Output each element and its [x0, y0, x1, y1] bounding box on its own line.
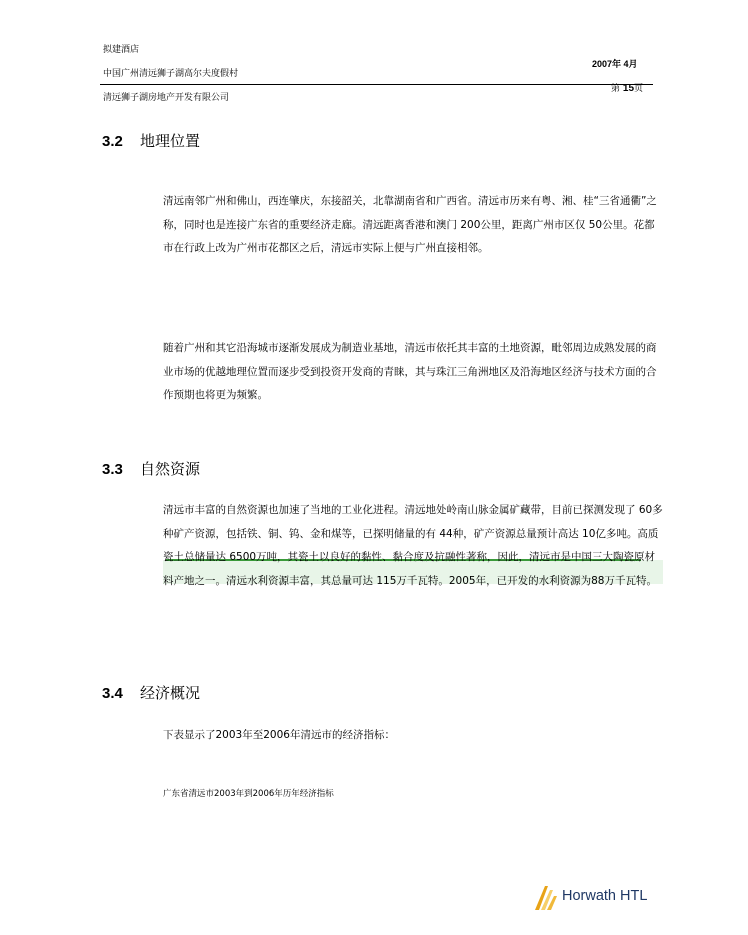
- paragraph-economy-intro: 下表显示了2003年至2006年清远市的经济指标：: [163, 729, 395, 741]
- page-number: 15: [622, 83, 635, 94]
- header-date: 2007年 4月: [592, 59, 638, 69]
- header-page-number: [611, 81, 643, 94]
- paragraph-location-1: 清远南邻广州和佛山，西连肇庆，东接韶关，北靠湖南省和广西省。清远市历来有粤、湘、桂“三省通衢”之称，同时也是连接广东省的重要经济走廊。清远距离香港和澳门 200公里，距离广州市区仅 50公里。花都市在行政上改为广州市花都区之后，清远市实际上便与广州直接相邻。: [163, 195, 657, 254]
- logo-text: Horwath HTL: [562, 888, 648, 904]
- logo-mark-icon: [532, 884, 560, 912]
- section-number: 3.4: [102, 685, 123, 702]
- header-project-name: 中国广州清远狮子湖高尔夫度假村: [103, 69, 239, 79]
- section-number: 3.2: [102, 133, 123, 150]
- page-prefix: 第: [611, 84, 621, 94]
- page-suffix: 页: [634, 84, 644, 94]
- section-heading-3-4: [102, 682, 200, 703]
- section-heading-3-3: [102, 458, 200, 479]
- header-rule: [100, 84, 653, 85]
- section-number: 3.3: [102, 461, 123, 478]
- section-title: 经济概况: [140, 684, 201, 702]
- paragraph-location-2: 随着广州和其它沿海城市逐渐发展成为制造业基地，清远市依托其丰富的土地资源，毗邻周边成熟发展的商业市场的优越地理位置而逐步受到投资开发商的青睐，其与珠江三角洲地区及沿海地区经济与技术方面的合作预期也将更为频繁。: [163, 342, 657, 401]
- section-heading-3-2: [102, 130, 200, 151]
- section-title: 地理位置: [140, 132, 201, 150]
- table-caption: 广东省清远市2003年到2006年历年经济指标: [163, 789, 334, 799]
- paragraph-natural-resources: 清远市丰富的自然资源也加速了当地的工业化进程。清远地处岭南山脉金属矿藏带，目前已探测发现了 60多种矿产资源，包括铁、铜、钨、金和煤等，已探明储量的有 44种，矿产资源总量预计高达 10亿多吨。高质瓷土总储量达 6500万吨，其瓷土以良好的黏性、黏合度及抗融性著称，因此，清远市是中国三大陶瓷原材料产地之一。清远水利资源丰富，其总量可达 115万千瓦特。2005年，已开发的水利资源为88万千瓦特。: [163, 504, 663, 587]
- section-title: 自然资源: [140, 460, 201, 478]
- horwath-htl-logo: [532, 884, 657, 912]
- header-developer: 清远狮子湖房地产开发有限公司: [103, 93, 230, 103]
- header-doc-type: 拟建酒店: [103, 45, 140, 55]
